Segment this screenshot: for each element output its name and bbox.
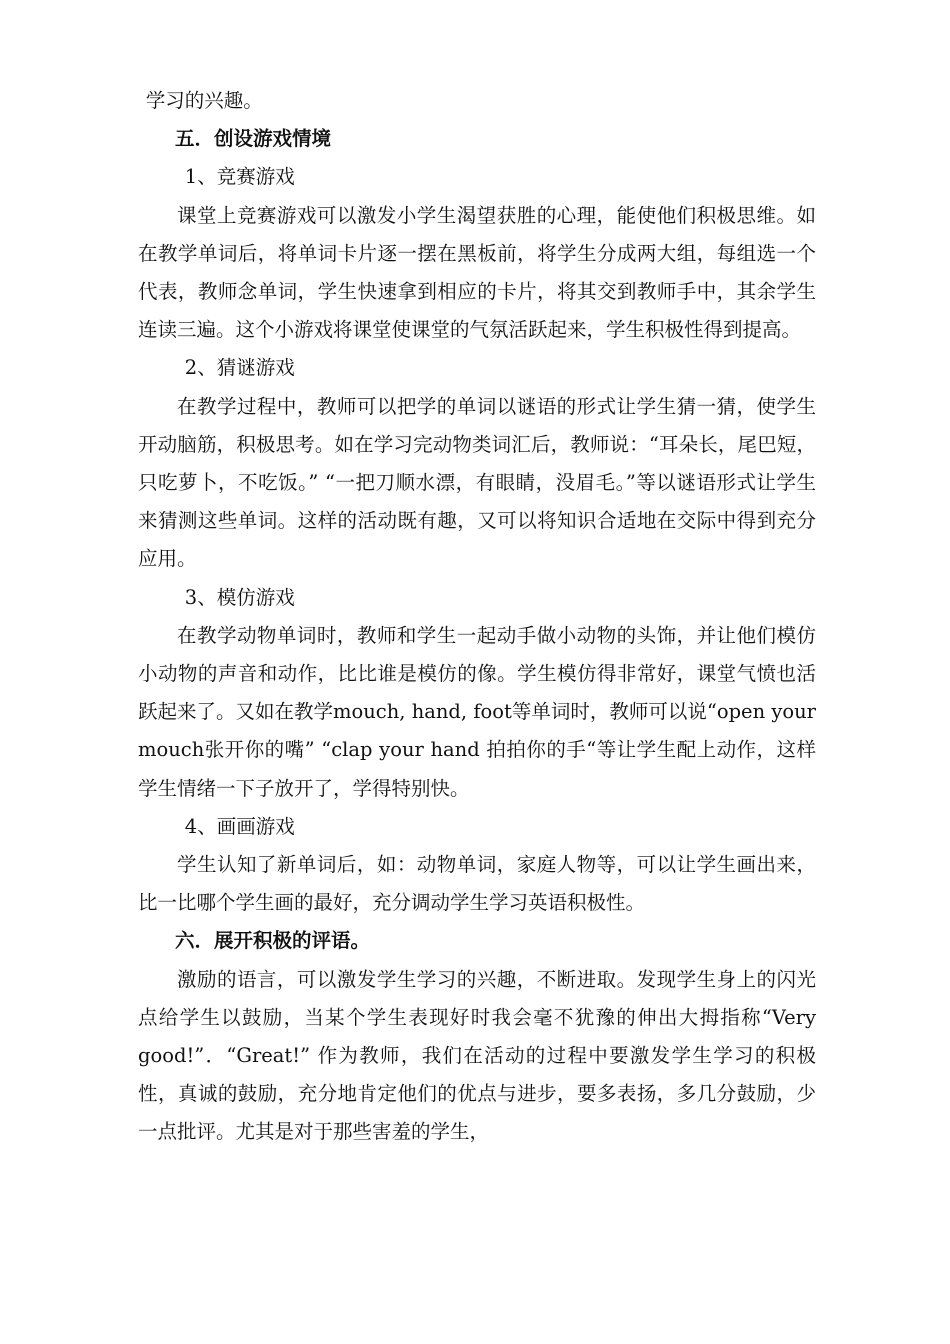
game-4-heading: 4、画画游戏 [184,814,295,838]
game-1-paragraph: 课堂上竞赛游戏可以激发小学生渴望获胜的心理，能使他们积极思维。如在教学单词后，将单词卡片逐一摆在黑板前，将学生分成两大组，每组选一个代表，教师念单词，学生快速拿到相应的卡片，将其交到教师手中，其余学生连读三遍。这个小游戏将课堂使课堂的气氛活跃起来，学生积极性得到提高。 [138,203,816,342]
game-4-paragraph: 学生认知了新单词后，如：动物单词，家庭人物等，可以让学生画出来，比一比哪个学生画的最好，充分调动学生学习英语积极性。 [138,853,816,915]
game-2-paragraph: 在教学过程中，教师可以把学的单词以谜语的形式让学生猜一猜，使学生开动脑筋，积极思考。如在学习完动物类词汇后，教师说：“耳朵长，尾巴短，只吃萝卜，不吃饭。” “一把刀顺水漂，有眼睛，没眉毛。”等以谜语形式让学生来猜测这些单词。这样的活动既有趣，又可以将知识合适地在交际中得到充分应用。 [138,394,816,571]
section-6-paragraph: 激励的语言，可以激发学生学习的兴趣，不断进取。发现学生身上的闪光点给学生以鼓励，当某个学生表现好时我会毫不犹豫的伸出大拇指称“Very good!”．“Great!” 作为教师，我们在活动的过程中要激发学生学习的积极性，真诚的鼓励，充分地肯定他们的优点与进步，要多表扬，多几分鼓励，少一点批评。尤其是对于那些害羞的学生， [138,967,816,1144]
game-2-heading: 2、猜谜游戏 [184,356,295,380]
section-5-heading: 五．创设游戏情境 [175,127,332,151]
section-6-heading: 六．展开积极的评语。 [175,929,371,953]
game-3-paragraph: 在教学动物单词时，教师和学生一起动手做小动物的头饰，并让他们模仿小动物的声音和动作，比比谁是模仿的像。学生模仿得非常好，课堂气愤也活跃起来了。又如在教学mouch, hand, foot等单词时，教师可以说“open your mouch张开你的嘴” “clap your hand 拍拍你的手“等让学生配上动作，这样学生情绪一下子放开了，学得特别快。 [138,623,816,800]
game-3-heading: 3、模仿游戏 [184,585,295,609]
paragraph-continuation: 学习的兴趣。 [145,89,263,112]
game-1-heading: 1、竞赛游戏 [184,165,295,189]
